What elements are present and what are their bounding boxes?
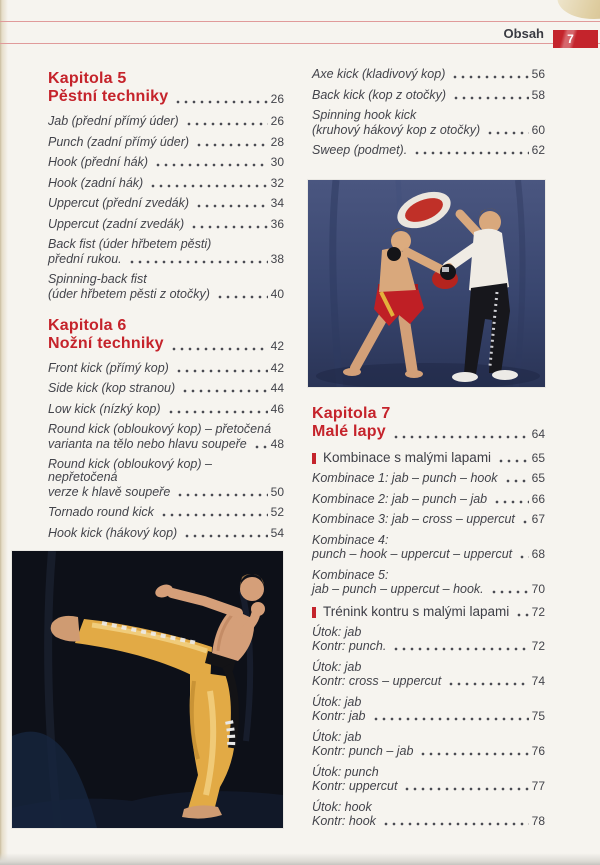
page-ref: 50	[270, 484, 284, 499]
dot-leader	[419, 751, 528, 756]
dot-leader	[253, 444, 268, 449]
chapter-5-heading	[48, 70, 284, 106]
entry-label-line1: Útok: hook	[312, 799, 372, 814]
page-ref: 67	[531, 512, 545, 526]
entry-label-line1: Útok: jab	[312, 624, 362, 639]
dot-leader	[497, 458, 529, 463]
toc-entry	[48, 506, 284, 519]
page-ref: 56	[531, 67, 545, 81]
entry-label: punch – hook – uppercut – uppercut	[312, 547, 513, 561]
entry-label: Kontr: cross – uppercut	[312, 674, 442, 688]
entry-label: verze k hlavě soupeře	[48, 484, 171, 499]
dot-leader	[181, 388, 268, 393]
dot-leader	[195, 142, 268, 147]
toc-entry	[48, 423, 284, 451]
toc-entry	[312, 68, 545, 81]
entry-label: Kontr: punch.	[312, 639, 387, 653]
entry-label: Punch (zadní přímý úder)	[48, 134, 190, 149]
entry-label: jab – punch – uppercut – hook.	[312, 582, 484, 596]
dot-leader	[504, 478, 529, 483]
header-rule-bottom	[0, 43, 600, 44]
entry-label: Hook (zadní hák)	[48, 175, 144, 190]
toc-entry	[312, 513, 545, 526]
page-ref: 62	[531, 143, 545, 157]
page-ref: 65	[531, 451, 545, 465]
toc-left-column	[48, 70, 284, 547]
dot-leader	[195, 203, 268, 208]
toc-entry	[48, 197, 284, 210]
dot-leader	[154, 162, 268, 167]
entry-label: Jab (přední přímý úder)	[48, 114, 179, 128]
page-ref: 64	[531, 427, 545, 441]
page-ref: 65	[531, 471, 545, 485]
dot-leader	[515, 612, 528, 617]
dot-leader	[170, 346, 268, 351]
dot-leader	[452, 95, 529, 100]
dot-leader	[413, 150, 528, 155]
toc-entry	[312, 569, 545, 597]
scan-edge-left	[0, 0, 8, 865]
page-ref: 60	[531, 122, 545, 137]
entry-label: Low kick (nízký kop)	[48, 401, 161, 416]
page-ref: 26	[270, 114, 284, 128]
entry-label: Kombinace 3: jab – cross – uppercut	[312, 512, 515, 526]
page-ref: 30	[270, 155, 284, 169]
chapter-7-heading	[312, 405, 545, 441]
dot-leader	[486, 130, 529, 135]
toc-entry	[48, 382, 284, 395]
chapter-title: Malé lapy	[312, 423, 386, 440]
dot-leader	[128, 259, 268, 264]
entry-label-line1: Kombinace 4:	[312, 532, 389, 547]
entry-label-line1: Útok: punch	[312, 764, 379, 779]
entry-label: Sweep (podmet).	[312, 143, 408, 157]
page-ref: 42	[270, 360, 284, 375]
entry-label: Side kick (kop stranou)	[48, 381, 176, 395]
group-label: Kombinace s malými lapami	[323, 450, 492, 465]
dot-leader	[451, 74, 528, 79]
chapter-title: Pěstní techniky	[48, 88, 169, 105]
toc-entry	[48, 273, 284, 301]
entry-label: přední rukou.	[48, 251, 122, 266]
entry-label: (kruhový hákový kop z otočky)	[312, 122, 481, 137]
dot-leader	[160, 512, 268, 517]
red-bullet-bar	[312, 607, 316, 618]
page-ref: 72	[531, 604, 545, 619]
page-ref: 52	[270, 505, 284, 519]
entry-label: Kombinace 2: jab – punch – jab	[312, 491, 488, 506]
entry-label-line1: Útok: jab	[312, 659, 362, 674]
chapter-6-heading	[48, 317, 284, 353]
entry-label-line1: Round kick (obloukový kop) – nepřetočená	[48, 457, 212, 484]
page-ref: 40	[270, 286, 284, 301]
page-ref: 70	[531, 582, 545, 596]
dot-leader	[521, 519, 529, 524]
dot-leader	[392, 434, 529, 439]
entry-label: Kontr: hook	[312, 814, 376, 828]
header-rule-top	[0, 21, 600, 22]
dot-leader	[183, 533, 267, 538]
entry-label-line1: Round kick (obloukový kop) – přetočená	[48, 422, 272, 436]
chapter-kicker: Kapitola 7	[312, 405, 391, 422]
page-ref: 46	[270, 401, 284, 416]
page-ref: 32	[270, 175, 284, 190]
dot-leader	[167, 409, 268, 414]
page-ref: 75	[531, 709, 545, 723]
entry-label: Kombinace 1: jab – punch – hook	[312, 471, 498, 485]
toc-entry	[48, 527, 284, 540]
entry-label: Kontr: punch – jab	[312, 744, 414, 758]
toc-entry	[312, 731, 545, 759]
entry-label-line1: Back fist (úder hřbetem pěsti)	[48, 237, 212, 251]
chapter-kicker: Kapitola 6	[48, 316, 127, 334]
entry-label: Hook (přední hák)	[48, 155, 149, 169]
toc-entry	[312, 89, 545, 102]
dot-leader	[392, 646, 528, 651]
page-ref: 42	[270, 338, 284, 353]
entry-label-line1: Spinning-back fist	[48, 272, 147, 286]
toc-entry	[312, 493, 545, 506]
page-ref: 78	[531, 814, 545, 828]
entry-label: varianta na tělo nebo hlavu soupeře	[48, 436, 247, 451]
page-ref: 54	[270, 525, 284, 540]
toc-entry	[48, 136, 284, 149]
entry-label-line1: Útok: jab	[312, 694, 362, 709]
page-ref: 26	[270, 92, 284, 106]
page-ref: 68	[531, 547, 545, 561]
toc-group-header	[312, 604, 545, 619]
dot-leader	[518, 554, 528, 559]
scan-edge-bottom	[0, 853, 600, 865]
dot-leader	[372, 716, 529, 721]
entry-label: Tornado round kick	[48, 505, 154, 519]
page-ref: 76	[531, 744, 545, 758]
page-ref: 58	[531, 87, 545, 102]
page-ref: 48	[270, 436, 284, 451]
toc-entry	[312, 626, 545, 654]
photo-focus-mitt-training	[308, 180, 545, 387]
dot-leader	[176, 492, 267, 497]
page-ref: 36	[270, 216, 284, 231]
page-ref: 44	[270, 381, 284, 395]
dot-leader	[493, 499, 529, 504]
page-ref: 28	[270, 134, 284, 149]
toc-entry	[312, 801, 545, 829]
photo-side-kick	[12, 551, 283, 828]
group-label: Trénink kontru s malými lapami	[323, 603, 510, 619]
entry-label: Hook kick (hákový kop)	[48, 525, 178, 540]
entry-label-line1: Kombinace 5:	[312, 567, 389, 582]
toc-entry	[48, 177, 284, 190]
dot-leader	[190, 224, 267, 229]
entry-label: Uppercut (zadní zvedák)	[48, 216, 185, 231]
dot-leader	[490, 589, 529, 594]
page-corner-curl	[556, 0, 600, 23]
page-number: 7	[567, 32, 574, 46]
chapter-kicker: Kapitola 5	[48, 70, 127, 87]
dot-leader	[149, 183, 267, 188]
page-ref: 72	[531, 639, 545, 653]
entry-label-line1: Útok: jab	[312, 729, 362, 744]
running-header-title: Obsah	[503, 26, 544, 41]
toc-entry	[48, 403, 284, 416]
dot-leader	[175, 368, 268, 373]
toc-entry	[48, 115, 284, 128]
entry-label: Uppercut (přední zvedák)	[48, 196, 190, 210]
toc-entry	[48, 218, 284, 231]
toc-entry	[312, 696, 545, 724]
entry-label: Back kick (kop z otočky)	[312, 87, 447, 102]
page-ref: 74	[531, 674, 545, 688]
toc-right-column-bottom	[312, 405, 545, 836]
dot-leader	[216, 294, 268, 299]
toc-group-header	[312, 450, 545, 465]
entry-label: Kontr: uppercut	[312, 779, 398, 793]
page-ref: 34	[270, 196, 284, 210]
red-bullet-bar	[312, 453, 316, 464]
toc-entry	[48, 458, 284, 499]
page-number-badge	[553, 30, 598, 48]
toc-entry	[312, 472, 545, 485]
dot-leader	[382, 821, 529, 826]
toc-entry	[312, 109, 545, 137]
page-ref: 66	[531, 491, 545, 506]
toc-entry	[48, 156, 284, 169]
toc-entry	[312, 661, 545, 689]
dot-leader	[403, 786, 528, 791]
entry-label-line1: Spinning hook kick	[312, 108, 417, 122]
entry-label: (úder hřbetem pěsti z otočky)	[48, 286, 210, 301]
toc-entry	[48, 362, 284, 375]
toc-entry	[312, 534, 545, 562]
page-ref: 38	[270, 251, 284, 266]
toc-entry	[312, 766, 545, 794]
chapter-title: Nožní techniky	[48, 334, 164, 352]
dot-leader	[185, 121, 268, 126]
entry-label: Kontr: jab	[312, 709, 366, 723]
toc-entry	[312, 144, 545, 157]
toc-right-column-top	[312, 68, 545, 165]
dot-leader	[447, 681, 528, 686]
page-ref: 77	[531, 779, 545, 793]
entry-label: Axe kick (kladivový kop)	[312, 67, 446, 81]
entry-label: Front kick (přímý kop)	[48, 360, 169, 375]
dot-leader	[174, 99, 267, 104]
toc-entry	[48, 238, 284, 266]
